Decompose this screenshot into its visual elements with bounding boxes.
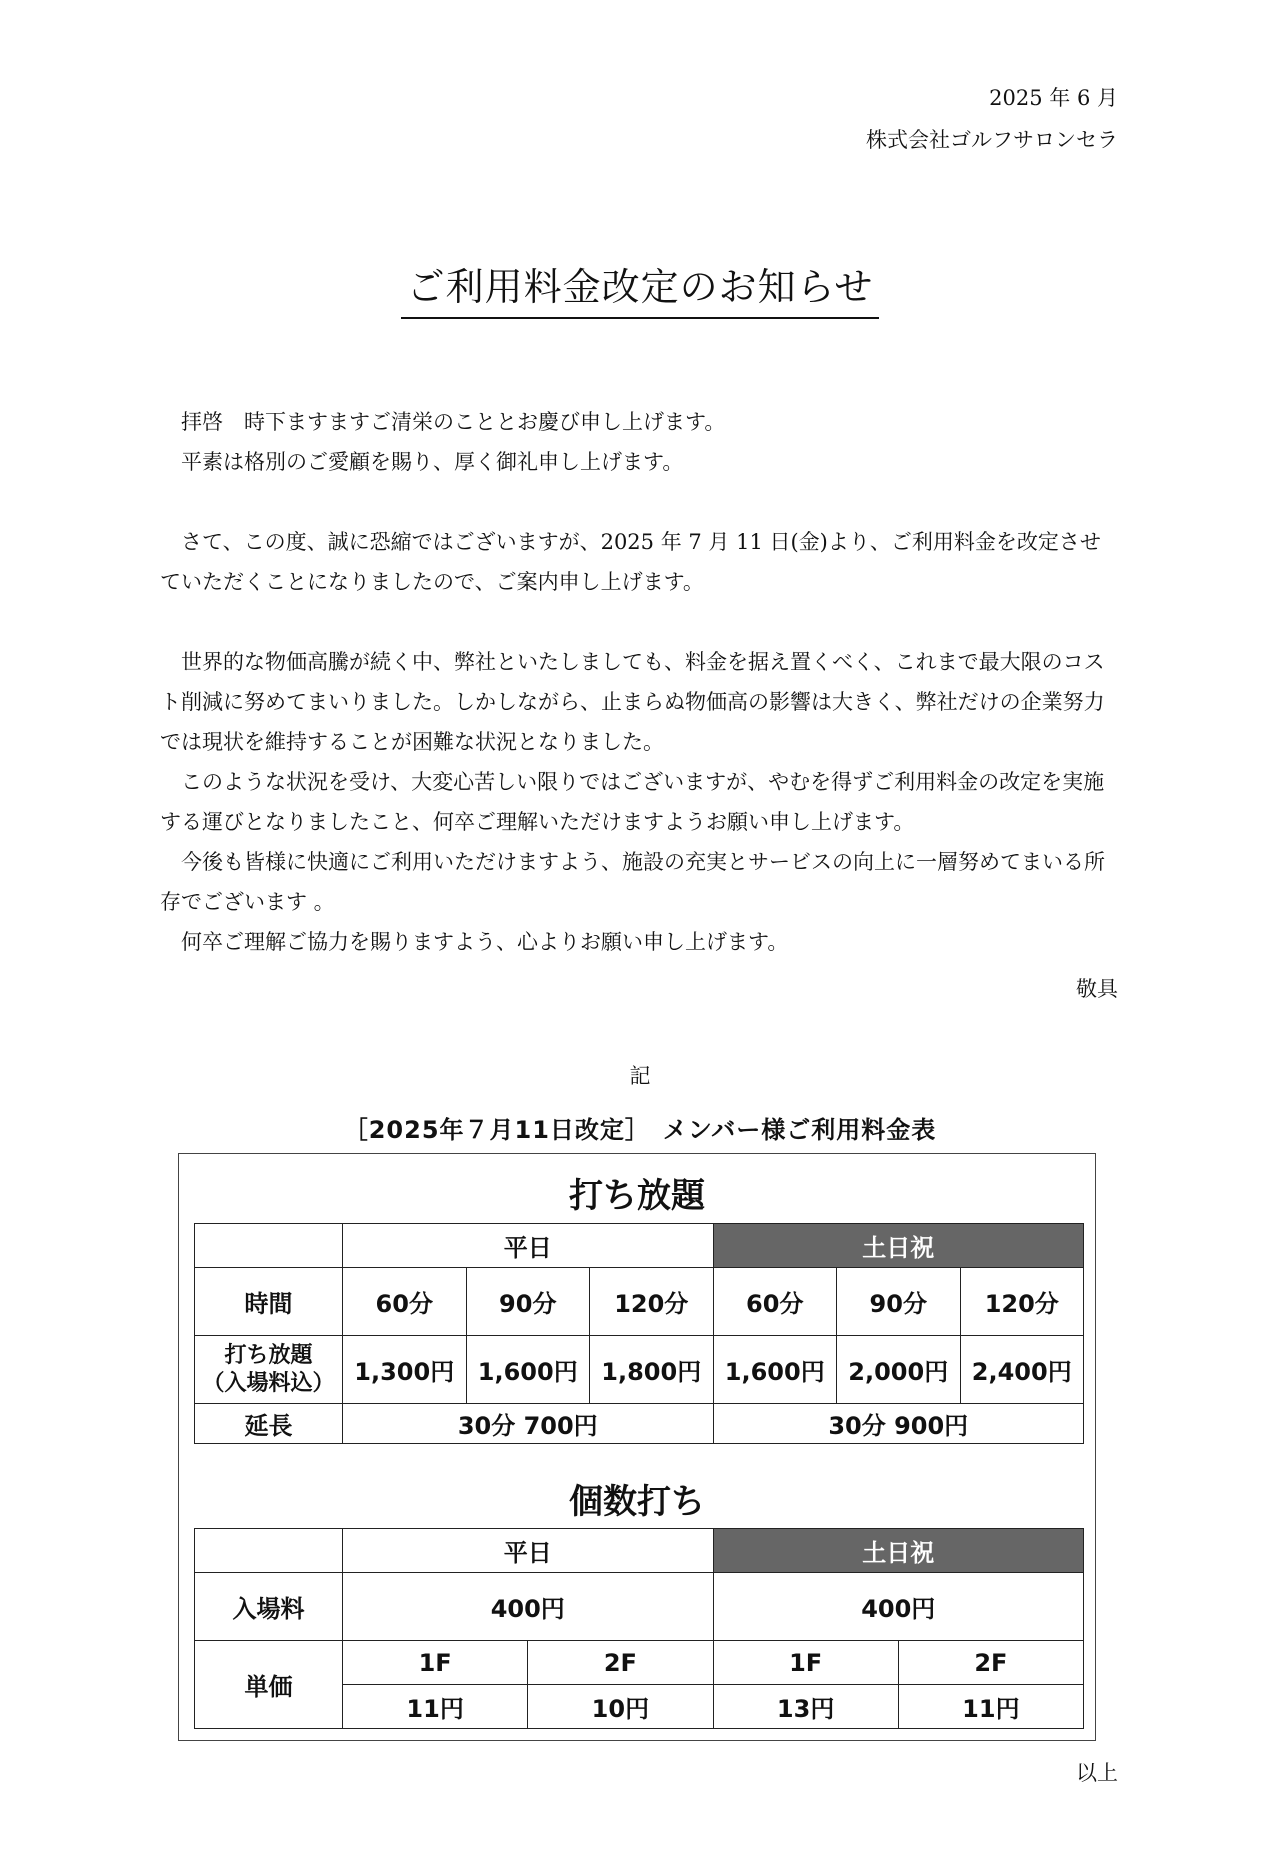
closing-request: 何卒ご理解ご協力を賜りますよう、心よりお願い申し上げます。	[181, 930, 789, 954]
floor-cell: 1F	[713, 1641, 898, 1685]
commitment-paragraph: 今後も皆様に快適にご利用いただけますよう、施設の充実とサービスの向上に一層努めてまいる所存でございます 。	[160, 850, 1105, 914]
fee-cell: 1,300円	[343, 1336, 467, 1404]
fee-cell: 1,600円	[466, 1336, 590, 1404]
time-cell: 60分	[343, 1268, 467, 1336]
document-title-wrap	[0, 256, 1280, 319]
entry-fee-holiday: 400円	[713, 1573, 1084, 1641]
fee-table-heading: ［2025年７月11日改定］ メンバー様ご利用料金表	[343, 1116, 937, 1144]
table-row	[195, 1268, 1084, 1336]
empty-corner-cell	[195, 1224, 343, 1268]
time-cell: 90分	[837, 1268, 961, 1336]
unlimited-title: 打ち放題	[569, 1176, 705, 1216]
closing-word: 敬具	[1076, 977, 1118, 1001]
time-cell: 90分	[466, 1268, 590, 1336]
floor-cell: 2F	[528, 1641, 713, 1685]
unit-price-cell: 10円	[528, 1685, 713, 1729]
weekday-header: 平日	[343, 1224, 714, 1268]
thanks-line: 平素は格別のご愛顧を賜り、厚く御礼申し上げます。	[181, 450, 684, 474]
document-title: ご利用料金改定のお知らせ	[401, 256, 880, 319]
end-mark: 以上	[1076, 1761, 1118, 1785]
floor-cell: 2F	[898, 1641, 1083, 1685]
greeting-line: 拝啓 時下ますますご清栄のこととお慶び申し上げます。	[181, 410, 726, 434]
holiday-header: 土日祝	[713, 1529, 1084, 1573]
holiday-header: 土日祝	[713, 1224, 1084, 1268]
floor-cell: 1F	[343, 1641, 528, 1685]
table-row	[195, 1529, 1084, 1573]
company-name: 株式会社ゴルフサロンセラ	[866, 128, 1118, 152]
ki-mark: 記	[629, 1064, 651, 1088]
per-ball-fee-table	[194, 1528, 1084, 1729]
fee-cell: 1,800円	[590, 1336, 714, 1404]
weekday-header: 平日	[343, 1529, 714, 1573]
table-row	[195, 1641, 1084, 1685]
unit-price-cell: 13円	[713, 1685, 898, 1729]
fee-cell: 2,000円	[837, 1336, 961, 1404]
fee-cell: 2,400円	[960, 1336, 1084, 1404]
extension-holiday: 30分 900円	[713, 1404, 1084, 1444]
table-row	[195, 1224, 1084, 1268]
extension-label: 延長	[195, 1404, 343, 1444]
time-cell: 120分	[960, 1268, 1084, 1336]
issue-date: 2025 年 6 月	[989, 86, 1118, 110]
unit-price-label: 単価	[195, 1641, 343, 1729]
fee-label-line1: 打ち放題	[224, 1342, 313, 1368]
per-ball-title: 個数打ち	[569, 1482, 705, 1522]
time-cell: 60分	[713, 1268, 837, 1336]
fee-label-line2: （入場料込）	[202, 1370, 335, 1396]
empty-corner-cell	[195, 1529, 343, 1573]
entry-fee-label: 入場料	[195, 1573, 343, 1641]
fee-cell: 1,600円	[713, 1336, 837, 1404]
unit-price-cell: 11円	[898, 1685, 1083, 1729]
revision-announcement: さて、この度、誠に恐縮ではございますが、2025 年 7 月 11 日(金)より、ご利用料金を改定させていただくことになりましたので、ご案内申し上げます。	[160, 530, 1101, 594]
table-row	[195, 1404, 1084, 1444]
time-label: 時間	[195, 1268, 343, 1336]
table-row	[195, 1573, 1084, 1641]
reason-paragraph: 世界的な物価高騰が続く中、弊社といたしましても、料金を据え置くべく、これまで最大限のコスト削減に努めてまいりました。しかしながら、止まらぬ物価高の影響は大きく、弊社だけの企業努力では現状を維持することが困難な状況となりました。	[160, 650, 1105, 754]
unit-price-cell: 11円	[343, 1685, 528, 1729]
letter-body	[160, 402, 1120, 962]
extension-weekday: 30分 700円	[343, 1404, 714, 1444]
entry-fee-weekday: 400円	[343, 1573, 714, 1641]
unlimited-fee-table	[194, 1223, 1084, 1444]
table-row	[195, 1336, 1084, 1404]
fee-label	[195, 1336, 343, 1404]
time-cell: 120分	[590, 1268, 714, 1336]
request-paragraph: このような状況を受け、大変心苦しい限りではございますが、やむを得ずご利用料金の改定を実施する運びとなりましたこと、何卒ご理解いただけますようお願い申し上げます。	[160, 770, 1105, 834]
